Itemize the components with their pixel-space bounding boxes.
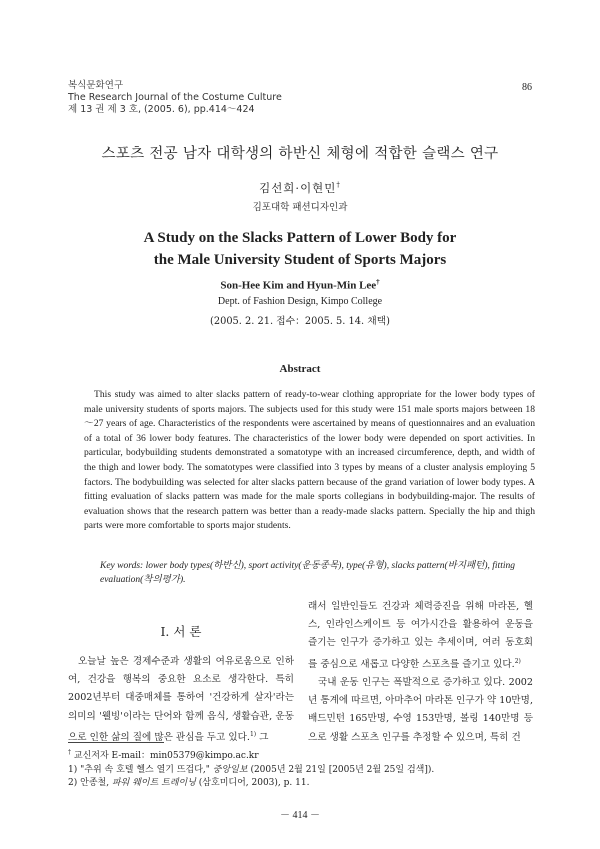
authors-english: [0, 278, 600, 292]
footnotes: [68, 746, 434, 791]
right-column: [308, 598, 533, 747]
right-column-paragraph-1: [308, 598, 533, 674]
title-english-line1: A Study on the Slacks Pattern of Lower Body for: [143, 230, 457, 246]
footnote-1-text: "추위 속 호텔 헬스 열기 뜨겁다,": [80, 764, 210, 775]
footnote-corresponding-text: 교신저자 E-mail：min05379@kimpo.ac.kr: [73, 751, 259, 761]
section-heading-introduction: Ⅰ. 서 론: [160, 624, 202, 639]
left-column: [68, 653, 294, 747]
title-english-line2: the Male University Student of Sports Majors: [153, 252, 447, 268]
footnote-corresponding: [68, 746, 434, 764]
journal-name-en: The Research Journal of the Costume Culture: [68, 92, 282, 103]
abstract-text: This study was aimed to alter slacks pattern of ready-to-wear clothing appropriate for the lower body types of male university students of sports majors. The subjects used for this study were 151 male sports majors between 18～27 years of age. Characteristics of the respondents were ascertained by means of questionnaires and an evaluation of a total of 36 lower body features. The characteristics of the lower body were depended on sport activities. In particular, bodybuilding students demonstrated a somatotype with an increased circumference, depth, and width of the thigh and lower body. The somatotypes were classified into 3 types by means of a cluster analysis employing 5 factors. The bodybuilding was selected for alter slacks pattern because of the grand variation of lower body types. A fitting evaluation of slacks pattern was made for the male sports collegians in bodybuilding-major. The results of evaluation shows that the research pattern was better than a ready-made slacks pattern. Specially the hip and thigh parts were more comfortable to sports major students.: [84, 389, 535, 532]
footnote-2-number: 2): [68, 778, 78, 788]
footnote-corresponding-mark: †: [68, 749, 71, 756]
affiliation-korean: 김포대학 패션디자인과: [252, 202, 348, 213]
received-accepted-dates: (2005. 2. 21. 접수：2005. 5. 14. 채택): [210, 316, 390, 327]
footnote-2-text: 안종철,: [80, 778, 110, 788]
keywords-label: Key words:: [100, 561, 144, 571]
footnote-ref-1: 1): [249, 730, 257, 738]
page-number-top: 86: [522, 82, 532, 93]
authors-english-names: Son-Hee Kim and Hyun-Min Lee: [220, 279, 377, 292]
authors-korean-names: 김선희·이현민: [259, 181, 337, 195]
right-column-p1-text: 래서 일반인들도 건강과 체력증진을 위해 마라톤, 헬스, 인라인스케이트 등 여가시간을 활용하여 운동을 즐기는 인구가 증가하고 있는 추세이며, 여러 동호회를 중심으로 새롭고 다양한 스포츠를 즐기고 있다.: [308, 601, 533, 670]
footnote-ref-2: 2): [514, 657, 521, 665]
journal-header: [68, 80, 282, 116]
corresponding-mark-en: †: [376, 278, 380, 286]
footnote-1-source: 중앙일보: [212, 764, 248, 775]
footnote-divider: [68, 742, 164, 743]
left-column-text: 오늘날 높은 경제수준과 생활의 여유로움으로 인하여, 건강을 행복의 중요한 요소로 생각한다. 특히 2002년부터 대중매체를 통하여 '건강하게 살자'라는 의미의 '웰빙'이라는 단어와 함께 음식, 생활습관, 운동으로 인한 삶의 질에 많은 관심을 두고 있다.: [68, 656, 294, 743]
affiliation-english: Dept. of Fashion Design, Kimpo College: [217, 296, 383, 307]
right-column-paragraph-2: 국내 운동 인구는 폭발적으로 증가하고 있다. 2002년 통계에 따르면, 아마추어 마라톤 인구가 약 10만명, 배드민턴 165만명, 수영 153만명, 볼링 140만명 등으로 생활 스포츠 인구를 추정할 수 있으며, 특히 건: [308, 677, 534, 743]
journal-name-ko: 복식문화연구: [68, 80, 124, 91]
keywords-text: lower body types(하반신), sport activity(운동종목), type(유형), slacks pattern(바지패턴), fitting evaluation(착의평가).: [100, 561, 515, 585]
title-english: [0, 227, 600, 271]
footnote-2-tail: (삼호미디어, 2003), p. 11.: [198, 778, 310, 788]
left-column-tail: 그: [256, 732, 269, 743]
title-korean: 스포츠 전공 남자 대학생의 하반신 체형에 적합한 슬랙스 연구: [101, 146, 499, 162]
footnote-1-number: 1): [68, 764, 78, 775]
page-number: － 414 －: [280, 810, 320, 821]
footnote-1-tail: (2005년 2월 21일 [2005년 2월 25일 검색]).: [250, 764, 435, 775]
corresponding-mark: †: [336, 181, 341, 190]
footnote-1: [68, 764, 434, 778]
abstract-heading: Abstract: [279, 363, 321, 375]
authors-korean: [0, 180, 600, 196]
left-column-paragraph: [68, 653, 294, 747]
abstract-body: [84, 388, 535, 534]
footnote-2: [68, 777, 434, 791]
volume-info: 제 13 권 제 3 호, (2005. 6), pp.414～424: [68, 104, 255, 115]
footnote-2-book: 파워 웨이트 트레이닝: [111, 778, 196, 788]
keywords: [100, 560, 540, 587]
